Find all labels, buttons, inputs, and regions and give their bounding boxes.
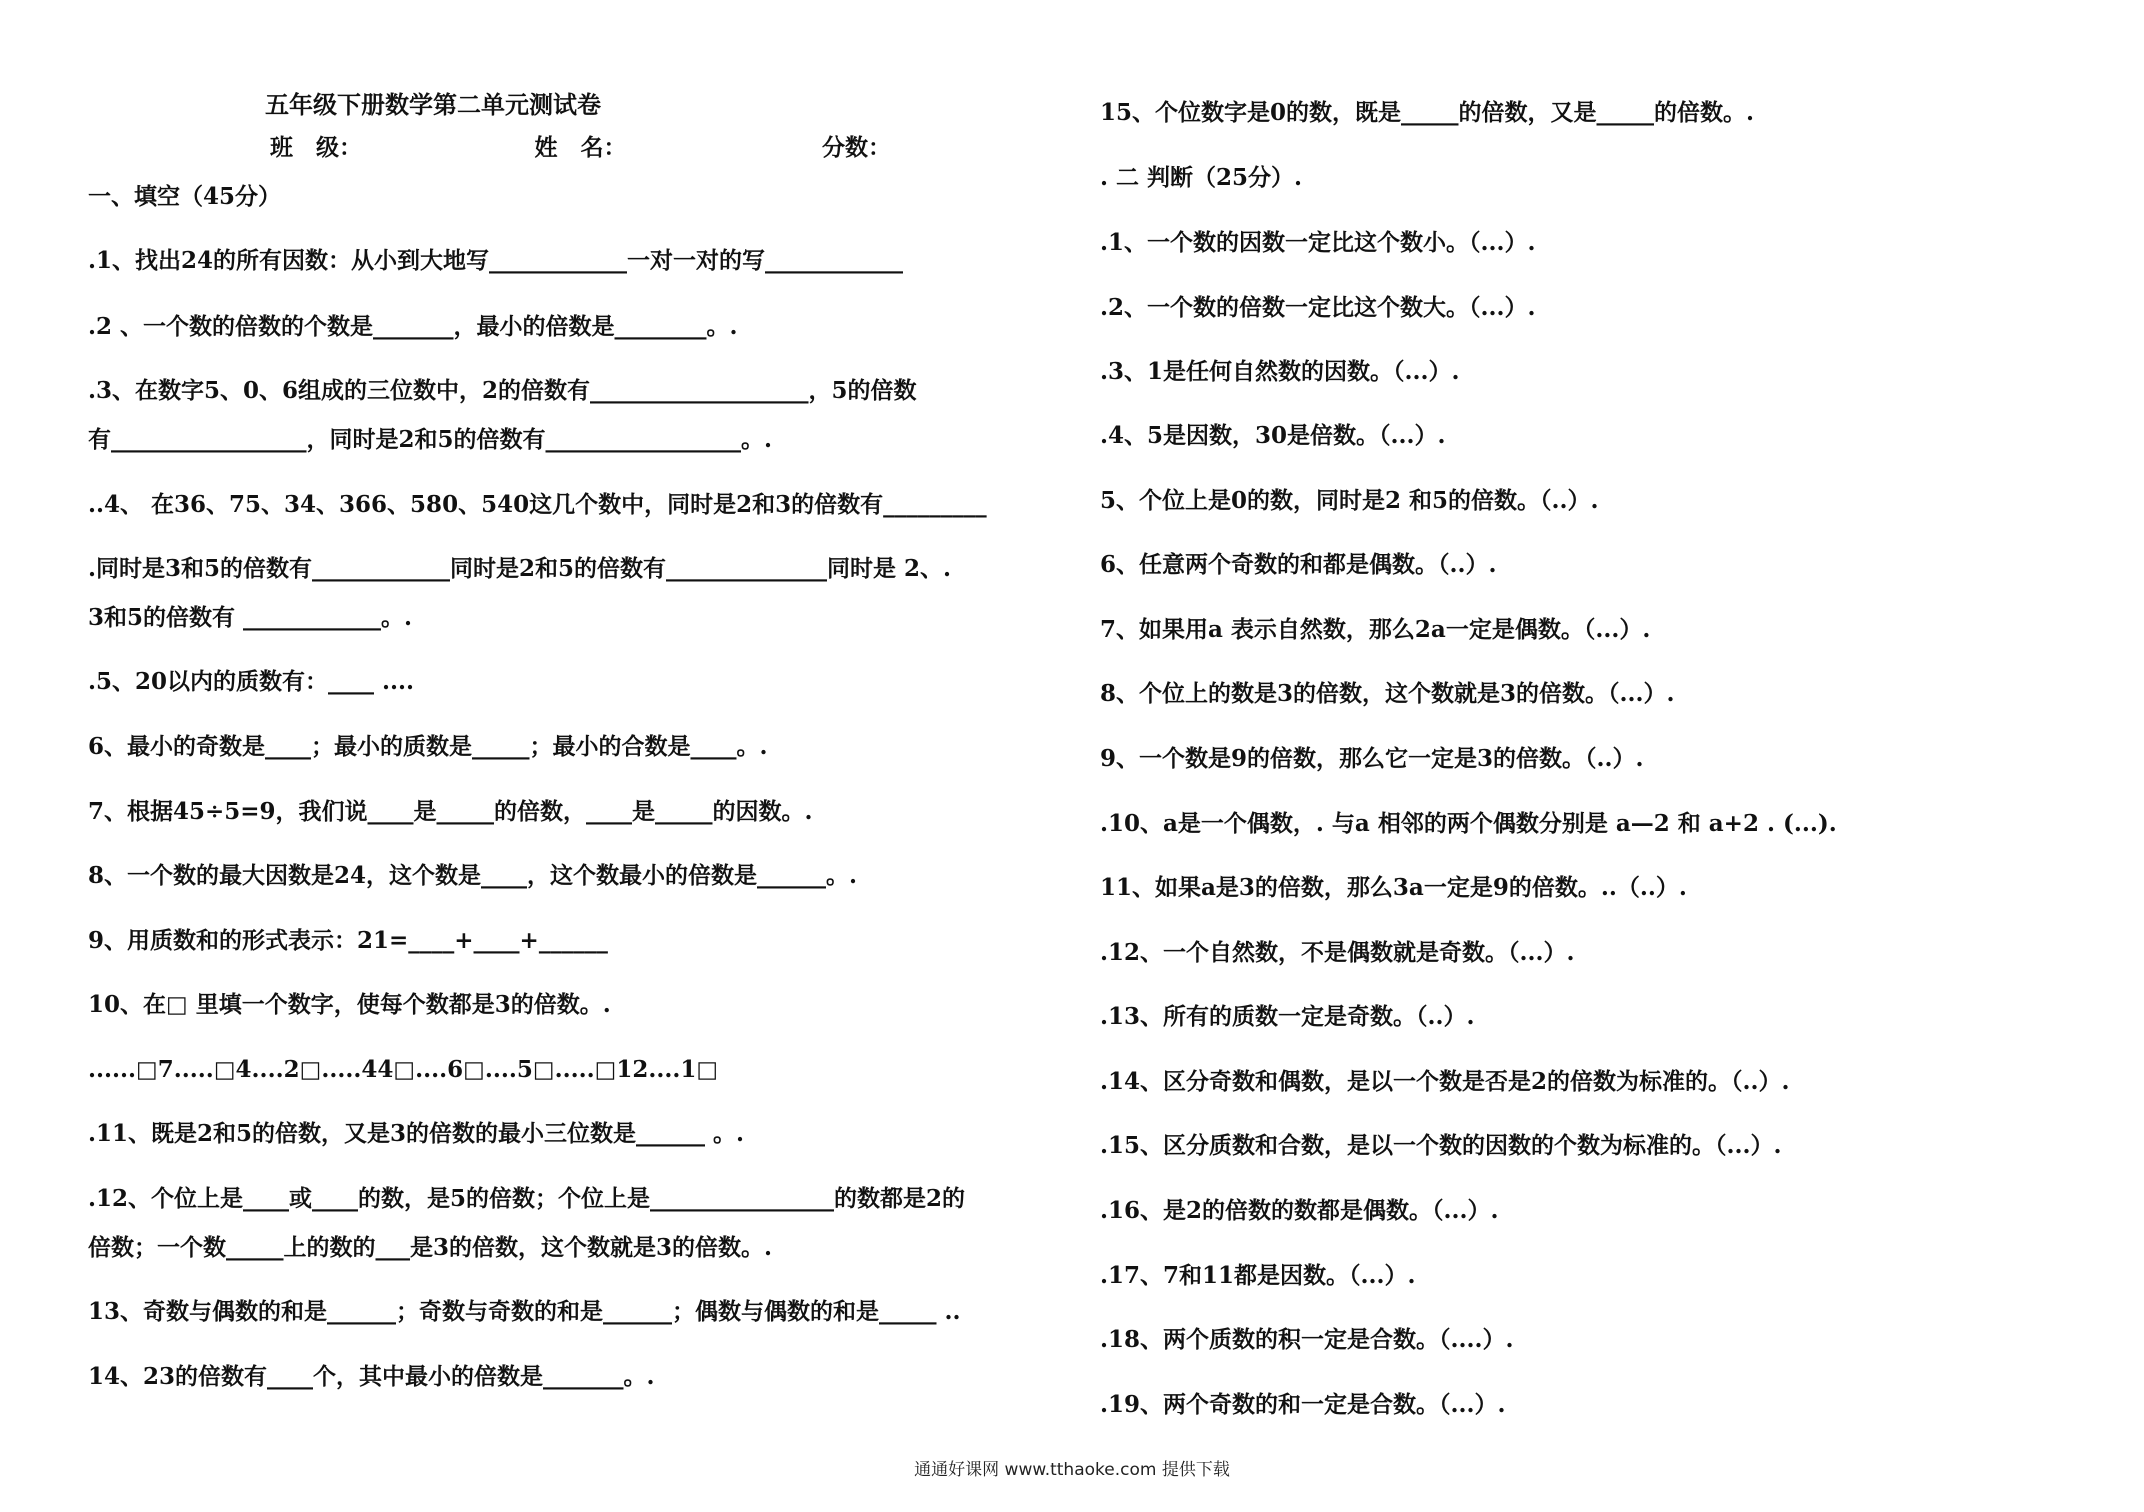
judge-item: .12、一个自然数，不是偶数就是奇数。（...）. <box>1100 939 1575 966</box>
question-line: .12、个位上是____或____的数，是5的倍数；个位上是________________的数都是2的 <box>88 1185 966 1212</box>
number-boxes-line: ......□7.....□4....2□.....44□....6□....5□.....□12....1□ <box>88 1056 719 1083</box>
question-line: 15、个位数字是0的数，既是_____的倍数，又是_____的倍数。. <box>1100 99 1755 126</box>
section-fill-in-title: 一、填空（45分） <box>88 183 282 210</box>
judge-item: .13、所有的质数一定是奇数。（..）. <box>1100 1003 1475 1030</box>
student-info-line: 班 级： 姓 名： 分数： <box>270 134 891 161</box>
judge-item: 9、一个数是9的倍数，那么它一定是3的倍数。（..）. <box>1100 745 1644 772</box>
question-line: .5、20以内的质数有：____ .... <box>88 668 415 695</box>
question-line: 13、奇数与偶数的和是______；奇数与奇数的和是______；偶数与偶数的和是_____ .. <box>88 1298 961 1325</box>
question-line: 9、用质数和的形式表示：21=____+____+______ <box>88 927 608 954</box>
judge-item: .3、1是任何自然数的因数。（...）. <box>1100 358 1460 385</box>
judge-item: .1、一个数的因数一定比这个数小。（...）. <box>1100 229 1536 256</box>
judge-item: .18、两个质数的积一定是合数。（....）. <box>1100 1326 1514 1353</box>
question-line: 7、根据45÷5=9，我们说____是_____的倍数，____是_____的因数。. <box>88 798 813 825</box>
question-line: 6、最小的奇数是____；最小的质数是_____；最小的合数是____。. <box>88 733 768 760</box>
question-line: 10、在□ 里填一个数字，使每个数都是3的倍数。. <box>88 991 611 1018</box>
question-line: .11、既是2和5的倍数，又是3的倍数的最小三位数是______ 。. <box>88 1120 745 1147</box>
question-line: .同时是3和5的倍数有____________同时是2和5的倍数有______________同时是 2、. <box>88 555 952 582</box>
question-line: 14、23的倍数有____个，其中最小的倍数是_______。. <box>88 1363 655 1390</box>
judge-item: 7、如果用a 表示自然数，那么2a一定是偶数。（...）. <box>1100 616 1651 643</box>
judge-item: .4、5是因数，30是倍数。（...）. <box>1100 422 1446 449</box>
judge-item: .16、是2的倍数的数都是偶数。（...）. <box>1100 1197 1499 1224</box>
judge-item: .14、区分奇数和偶数，是以一个数是否是2的倍数为标准的。（..）. <box>1100 1068 1790 1095</box>
judge-item: .10、a是一个偶数，. 与a 相邻的两个偶数分别是 a—2 和 a+2 . (...). <box>1100 810 1837 837</box>
judge-item: .15、区分质数和合数，是以一个数的因数的个数为标准的。（...）. <box>1100 1132 1782 1159</box>
judge-item: 11、如果a是3的倍数，那么3a一定是9的倍数。..（..）. <box>1100 874 1687 901</box>
section-judge-title: . 二 判断（25分）. <box>1100 164 1303 191</box>
judge-item: .2、一个数的倍数一定比这个数大。（...）. <box>1100 294 1536 321</box>
question-line: 倍数；一个数_____上的数的___是3的倍数，这个数就是3的倍数。. <box>88 1234 773 1261</box>
judge-item: .17、7和11都是因数。（...）. <box>1100 1262 1416 1289</box>
question-line: .2 、一个数的倍数的个数是_______，最小的倍数是________。. <box>88 313 738 340</box>
question-line: .3、在数字5、0、6组成的三位数中，2的倍数有___________________，5的倍数 <box>88 377 917 404</box>
worksheet-title: 五年级下册数学第二单元测试卷 <box>265 90 601 119</box>
judge-item: .19、两个奇数的和一定是合数。（...）. <box>1100 1391 1506 1418</box>
question-line: 3和5的倍数有 ____________。. <box>88 604 413 631</box>
judge-item: 5、个位上是0的数，同时是2 和5的倍数。（..）. <box>1100 487 1599 514</box>
footer-credit: 通通好课网 www.tthaoke.com 提供下载 <box>914 1460 1230 1480</box>
question-line: .1、找出24的所有因数：从小到大地写____________一对一对的写____________ <box>88 247 904 274</box>
question-line: 8、一个数的最大因数是24，这个数是____，这个数最小的倍数是______。. <box>88 862 858 889</box>
question-line: 有_________________，同时是2和5的倍数有_________________。. <box>88 426 773 453</box>
question-line: ..4、 在36、75、34、366、580、540这几个数中，同时是2和3的倍数有_________ <box>88 491 987 518</box>
judge-item: 8、个位上的数是3的倍数，这个数就是3的倍数。（...）. <box>1100 680 1675 707</box>
judge-item: 6、任意两个奇数的和都是偶数。（..）. <box>1100 551 1497 578</box>
